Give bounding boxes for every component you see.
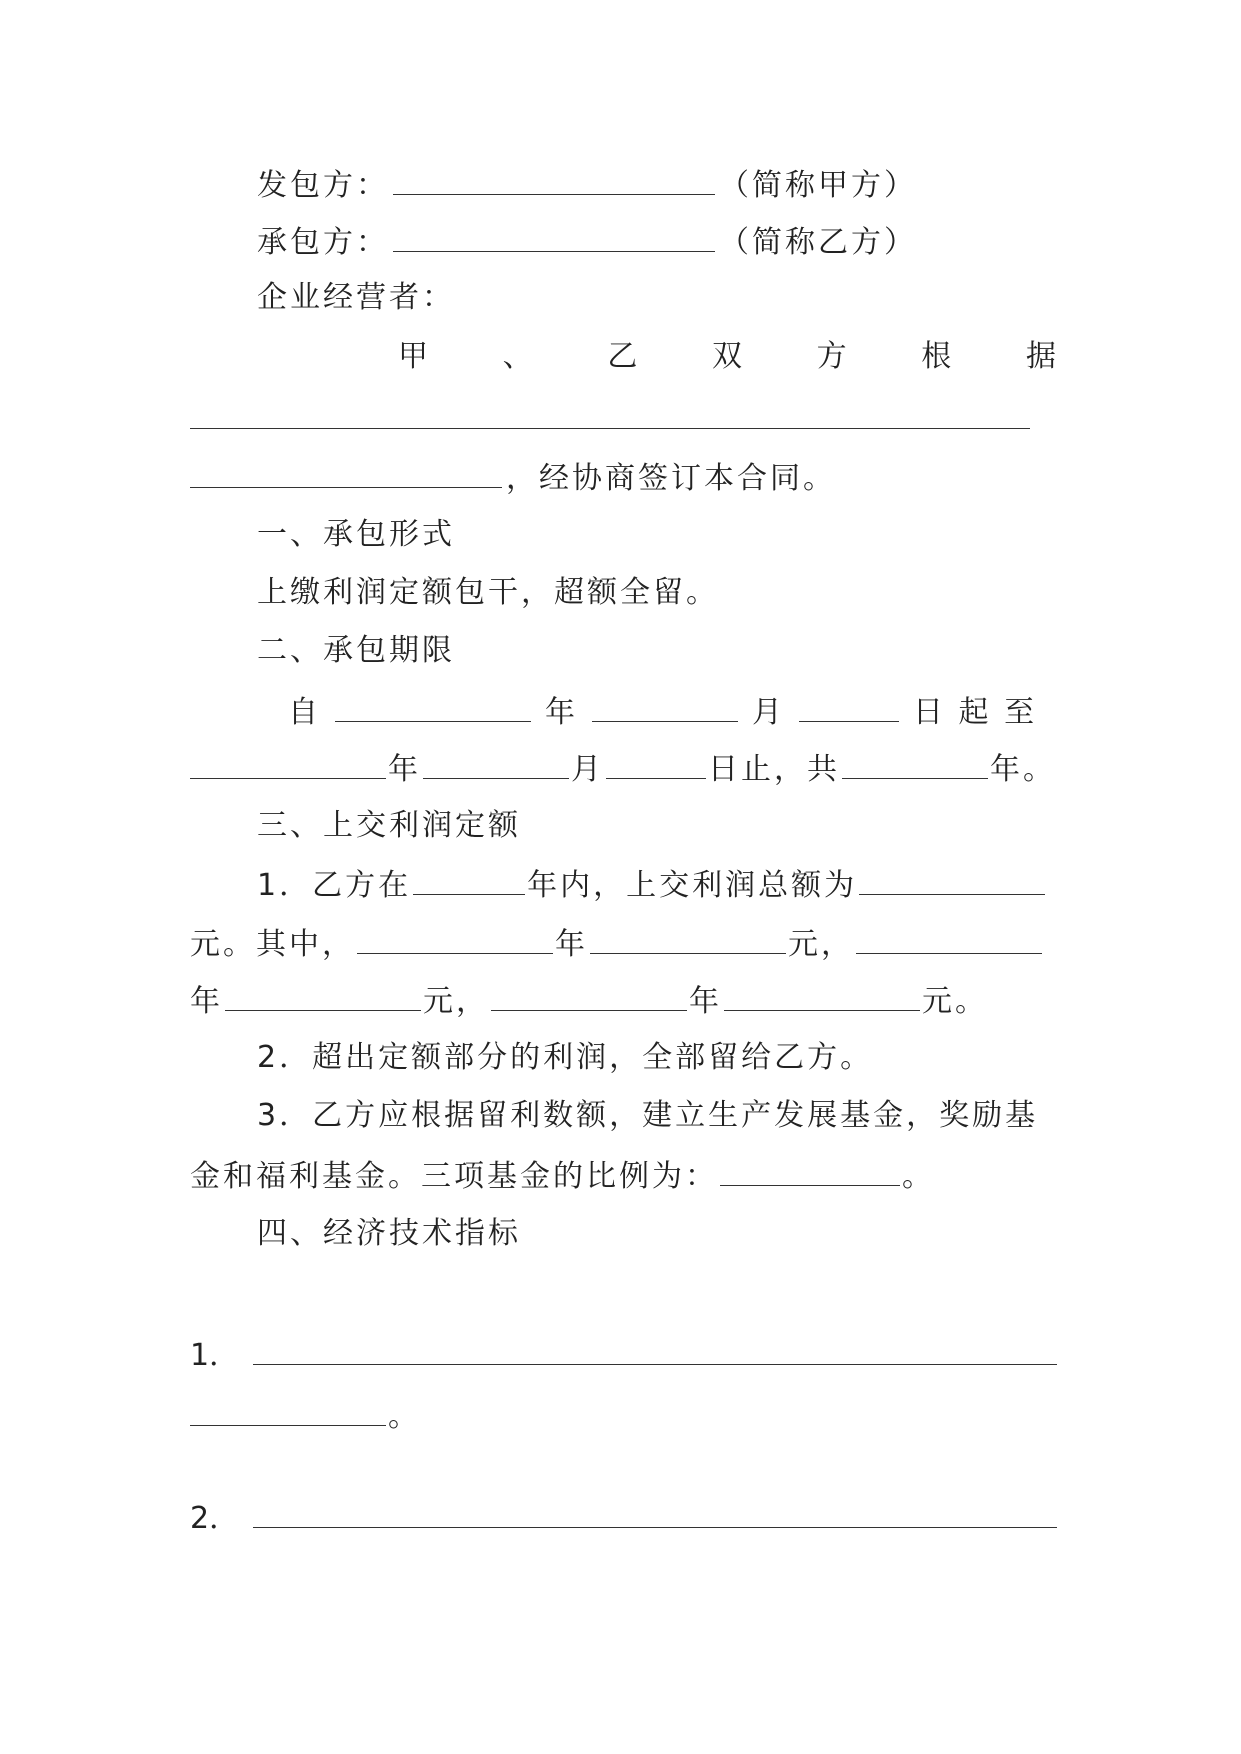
item-3-line-1 — [257, 1096, 1056, 1136]
party-b-label: 承包方： — [257, 225, 389, 260]
item-1-years-blank — [413, 864, 525, 895]
indicator-1-end: 。 — [388, 1399, 418, 1434]
party-b-line — [257, 221, 1056, 261]
item-1-line-1 — [257, 864, 1056, 904]
section-4-title — [257, 1214, 1056, 1254]
item-1-y2-blank — [856, 923, 1042, 954]
basis-end-line — [190, 457, 1056, 497]
basis-char: 、 — [502, 339, 533, 374]
basis-line — [398, 337, 1056, 377]
operator-line — [257, 278, 1056, 318]
party-a-blank — [393, 164, 715, 195]
item-1-year: 年 — [555, 927, 588, 962]
item-1-b: 年内，上交利润总额为 — [527, 868, 858, 903]
item-1-year-b: 年 — [190, 984, 223, 1019]
term-years-end: 年。 — [990, 752, 1056, 787]
basis-end-text: ，经协商签订本合同。 — [506, 461, 836, 496]
basis-char: 据 — [1025, 339, 1056, 374]
item-1-v3-blank — [724, 980, 920, 1011]
item-1-v1-blank — [590, 923, 786, 954]
basis-char: 甲 — [398, 339, 428, 374]
item-1-yuan: 元， — [788, 927, 854, 962]
basis-char: 根 — [921, 339, 952, 374]
basis-blank-2 — [190, 457, 502, 488]
indicator-1-blank — [253, 1334, 1057, 1365]
term-from: 自 — [288, 695, 321, 730]
item-3-a: 3．乙方应根据留利数额，建立生产发展基金，奖励基 — [257, 1098, 1039, 1133]
term-day2-blank — [606, 748, 706, 779]
party-b-blank — [393, 221, 715, 252]
section-2-title-text: 二、承包期限 — [257, 633, 455, 668]
item-1-y3-blank — [491, 980, 687, 1011]
basis-char: 双 — [711, 339, 742, 374]
basis-char: 乙 — [607, 339, 638, 374]
term-year2: 年 — [388, 752, 421, 787]
indicator-1-blank-2 — [190, 1395, 386, 1426]
operator-label: 企业经营者： — [257, 280, 455, 315]
item-1-line-3 — [190, 980, 1056, 1020]
indicator-1-line-2 — [190, 1395, 1056, 1435]
term-line-1 — [288, 691, 1056, 731]
indicator-1-line-1 — [190, 1334, 1056, 1374]
section-1-body-text: 上缴利润定额包干，超额全留。 — [257, 575, 719, 610]
term-years-blank — [842, 748, 988, 779]
party-b-note: （简称乙方） — [719, 225, 917, 260]
item-1-y1-blank — [357, 923, 553, 954]
item-1-line-2 — [190, 923, 1056, 963]
term-day-blank — [799, 691, 899, 722]
item-2-line — [257, 1038, 1056, 1078]
section-1-title — [257, 515, 1056, 555]
section-4-title-text: 四、经济技术指标 — [257, 1216, 521, 1251]
item-3-line-2 — [190, 1155, 1056, 1195]
term-month-blank — [592, 691, 738, 722]
item-1-yuan-b: 元， — [423, 984, 489, 1019]
item-3-b: 金和福利基金。三项基金的比例为： — [190, 1159, 718, 1194]
item-1-year-c: 年 — [689, 984, 722, 1019]
party-a-line — [257, 164, 1056, 204]
item-1-c: 元。其中， — [190, 927, 355, 962]
item-1-a: 1．乙方在 — [257, 868, 412, 903]
section-1-title-text: 一、承包形式 — [257, 517, 455, 552]
term-year-blank — [335, 691, 531, 722]
indicator-2-num: 2． — [190, 1501, 240, 1536]
term-day-to: 日止，共 — [708, 752, 840, 787]
term-day-from: 日 起 至 — [913, 695, 1038, 730]
term-month: 月 — [752, 695, 785, 730]
term-year2-blank — [190, 748, 386, 779]
term-line-2 — [190, 748, 1070, 788]
item-1-total-blank — [859, 864, 1045, 895]
term-month2-blank — [423, 748, 569, 779]
section-3-title-text: 三、上交利润定额 — [257, 808, 521, 843]
indicator-1-num: 1． — [190, 1338, 240, 1373]
section-3-title — [257, 806, 1056, 846]
item-2-text: 2．超出定额部分的利润，全部留给乙方。 — [257, 1040, 874, 1075]
term-year: 年 — [545, 695, 578, 730]
party-a-label: 发包方： — [257, 168, 389, 203]
party-a-note: （简称甲方） — [719, 168, 917, 203]
item-3-end: 。 — [902, 1159, 935, 1194]
basis-char: 方 — [816, 339, 847, 374]
indicator-2-line — [190, 1497, 1056, 1537]
section-1-body — [257, 573, 1056, 613]
basis-blank-line — [190, 398, 1056, 438]
item-1-v2-blank — [225, 980, 421, 1011]
basis-blank — [190, 398, 1030, 429]
item-1-yuan-end: 元。 — [922, 984, 988, 1019]
indicator-2-blank — [253, 1497, 1057, 1528]
term-month2: 月 — [571, 752, 604, 787]
item-3-ratio-blank — [720, 1155, 900, 1186]
section-2-title — [257, 631, 1056, 671]
